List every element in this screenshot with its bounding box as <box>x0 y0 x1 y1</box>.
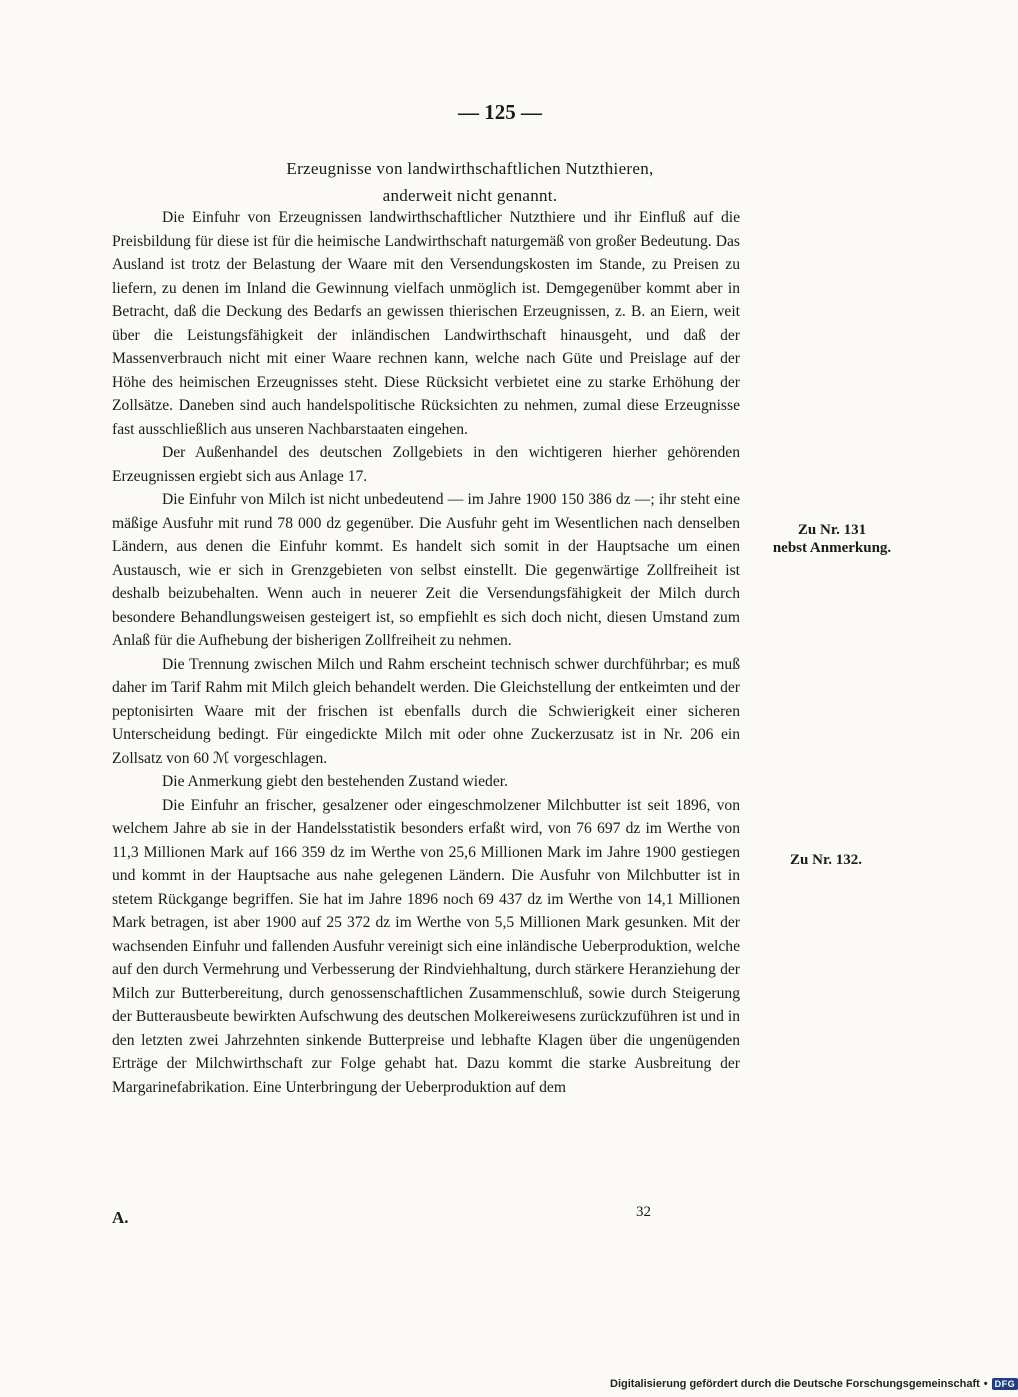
heading-line-1: Erzeugnisse von landwirthschaftlichen Nutzthieren, <box>286 159 654 178</box>
paragraph: Der Außenhandel des deutschen Zollgebiets in den wichtigeren hierher gehörenden Erzeugnissen ergiebt sich aus Anlage 17. <box>112 444 740 485</box>
footer-text: Digitalisierung gefördert durch die Deutsche Forschungsgemeinschaft <box>610 1378 980 1390</box>
digitization-footer <box>610 1378 1016 1390</box>
margin-note-131 <box>762 521 902 557</box>
paragraph: Die Anmerkung giebt den bestehenden Zustand wieder. <box>162 773 509 790</box>
signature-mark: A. <box>112 1208 129 1227</box>
sheet-number: 32 <box>636 1204 651 1220</box>
paragraph: Die Trennung zwischen Milch und Rahm erscheint technisch schwer durchführbar; es muß daher im Tarif Rahm mit Milch gleich behandelt werden. Die Gleichstellung der entkeimten und der peptonisirten Waare mit der frischen ist ebenfalls durch die Schwierigkeit einer sicheren Unterscheidung bedingt. Für eingedickte Milch mit oder ohne Zuckerzusatz ist in Nr. 206 ein Zollsatz von 60 ℳ vorgeschlagen. <box>112 655 740 767</box>
dfg-logo-icon: DFG <box>992 1378 1018 1390</box>
margin-note-132: Zu Nr. 132. <box>790 852 862 868</box>
paragraph: Die Einfuhr von Erzeugnissen landwirthschaftlicher Nutzthiere und ihr Einfluß auf die Preisbildung für diese ist für die heimische Landwirthschaft naturgemäß von großer Bedeutung. Das Ausland ist trotz der Belastung der Waare mit den Versendungskosten im Stande, zu Preisen zu liefern, zu denen im Inland die Gewinnung vielfach unmöglich ist. Demgegenüber kommt aber in Betracht, daß die Deckung des Bedarfs an gewissen thierischen Erzeugnissen, z. B. an Eiern, weit über die Leistungsfähigkeit der inländischen Landwirthschaft hinausgeht, und daß der Massenverbrauch nicht mit einer Waare rechnen kann, welche nach Güte und Preislage auf der Höhe des heimischen Erzeugnisses steht. Diese Rücksicht verbietet eine zu starke Erhöhung der Zollsätze. Daneben sind auch handelspolitische Rücksichten zu nehmen, zumal diese Erzeugnisse fast ausschließlich aus unseren Nachbarstaaten eingehen. <box>112 209 740 438</box>
heading-line-2: anderweit nicht genannt. <box>382 186 558 205</box>
footer-separator: • <box>983 1378 988 1390</box>
body-text <box>112 206 740 1099</box>
margin-note-131-line-1: Zu Nr. 131 <box>797 522 867 538</box>
page-number: — 125 — <box>458 100 542 124</box>
paragraph: Die Einfuhr von Milch ist nicht unbedeutend — im Jahre 1900 150 386 dz —; ihr steht eine mäßige Ausfuhr mit rund 78 000 dz gegenüber. Die Ausfuhr geht im Wesentlichen nach denselben Ländern, aus denen die Einfuhr kommt. Es handelt sich somit in der Hauptsache um einen Austausch, wie er sich in Grenzgebieten von selbst einstellt. Die gegenwärtige Zollfreiheit ist deshalb beizubehalten. Wenn auch in neuerer Zeit die Versendungsfähigkeit der Milch durch besondere Behandlungsweisen gesteigert ist, so empfiehlt es sich doch nicht, diesen Umstand zum Anlaß für die Aufhebung der bisherigen Zollfreiheit zu nehmen. <box>112 491 740 649</box>
margin-note-131-line-2: nebst Anmerkung. <box>772 540 892 556</box>
section-heading <box>150 155 790 209</box>
paragraph: Die Einfuhr an frischer, gesalzener oder eingeschmolzener Milchbutter ist seit 1896, von welchem Jahre ab sie in der Handelsstatistik besonders erfaßt wird, von 76 697 dz im Werthe von 11,3 Millionen Mark auf 166 359 dz im Werthe von 25,6 Millionen Mark im Jahre 1900 gestiegen und kommt in der Hauptsache aus nahe gelegenen Ländern. Die Ausfuhr von Milchbutter ist in stetem Rückgange begriffen. Sie hat im Jahre 1896 noch 69 437 dz im Werthe von 14,1 Millionen Mark betragen, ist aber 1900 auf 25 372 dz im Werthe von 5,5 Millionen Mark gesunken. Mit der wachsenden Einfuhr und fallenden Ausfuhr vereinigt sich eine inländische Ueberproduktion, welche auf den durch Vermehrung und Verbesserung der Rindviehhaltung, durch stärkere Heranziehung der Milch zur Butterbereitung, durch genossenschaftlichen Zusammenschluß, sowie durch Steigerung der Butterausbeute bewirkten Aufschwung des deutschen Molkereiwesens zurückzuführen ist und in den letzten zwei Jahrzehnten sinkende Butterpreise und lebhafte Klagen über die ungenügenden Erträge der Milchwirthschaft zur Folge gehabt hat. Dazu kommt die starke Ausbreitung der Margarinefabrikation. Eine Unterbringung der Ueberproduktion auf dem <box>112 796 740 1096</box>
